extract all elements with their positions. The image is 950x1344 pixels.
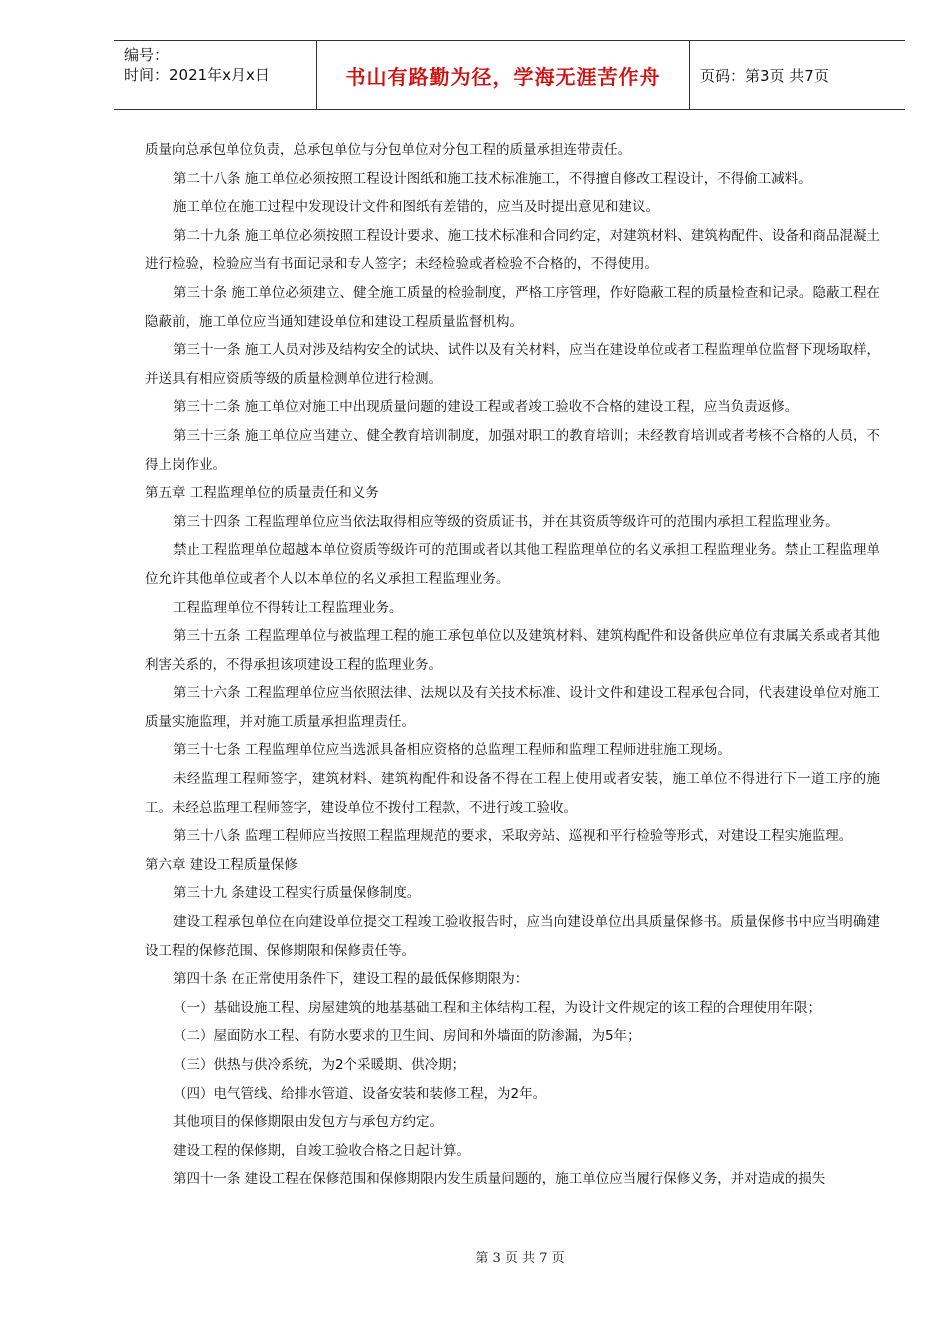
time-label: 时间：2021年x月x日	[124, 66, 270, 84]
header-meta	[114, 41, 316, 109]
paragraph: 建设工程的保修期，自竣工验收合格之日起计算。	[173, 1142, 470, 1159]
paragraph: 未经监理工程师签字，建筑材料、建筑构配件和设备不得在工程上使用或者安装，施工单位不得进行下一道工序的施工。未经总监理工程师签字，建设单位不拨付工程款，不进行竣工验收。	[145, 771, 880, 816]
list-item: （一）基础设施工程、房屋建筑的地基基础工程和主体结构工程，为设计文件规定的该工程的合理使用年限；	[173, 999, 821, 1016]
paragraph: 第三十七条 工程监理单位应当选派具备相应资格的总监理工程师和监理工程师进驻施工现场。	[173, 742, 731, 759]
page-footer: 第 3 页 共 7 页	[475, 1251, 565, 1266]
paragraph: 第三十条 施工单位必须建立、健全施工质量的检验制度，严格工序管理，作好隐蔽工程的质量检查和记录。隐蔽工程在隐蔽前，施工单位应当通知建设单位和建设工程质量监督机构。	[145, 284, 880, 330]
header-motto: 书山有路勤为径，学海无涯苦作舟	[316, 41, 690, 109]
paragraph: 质量向总承包单位负责，总承包单位与分包单位对分包工程的质量承担连带责任。	[145, 142, 631, 158]
paragraph: 施工单位在施工过程中发现设计文件和图纸有差错的，应当及时提出意见和建议。	[173, 199, 659, 216]
list-item: （三）供热与供冷系统，为2个采暖期、供冷期；	[173, 1057, 466, 1073]
paragraph: 第二十九条 施工单位必须按照工程设计要求、施工技术标准和合同约定，对建筑材料、建筑构配件、设备和商品混凝土进行检验，检验应当有书面记录和专人签字；未经检验或者检验不合格的，不得使用。	[145, 227, 880, 273]
paragraph: 其他项目的保修期限由发包方与承包方约定。	[173, 1114, 443, 1131]
paragraph: 第三十一条 施工人员对涉及结构安全的试块、试件以及有关材料，应当在建设单位或者工程监理单位监督下现场取样，并送具有相应资质等级的质量检测单位进行检测。	[145, 342, 880, 387]
paragraph: 第三十八条 监理工程师应当按照工程监理规范的要求，采取旁站、巡视和平行检验等形式，对建设工程实施监理。	[173, 828, 853, 845]
paragraph: 第二十八条 施工单位必须按照工程设计图纸和施工技术标准施工，不得擅自修改工程设计，不得偷工减料。	[173, 170, 812, 187]
paragraph: 建设工程承包单位在向建设单位提交工程竣工验收报告时，应当向建设单位出具质量保修书。质量保修书中应当明确建设工程的保修范围、保修期限和保修责任等。	[145, 914, 880, 959]
paragraph: 第三十二条 施工单位对施工中出现质量问题的建设工程或者竣工验收不合格的建设工程，应当负责返修。	[173, 399, 799, 416]
serial-label: 编号：	[124, 46, 170, 64]
document-body	[145, 136, 880, 1194]
paragraph: 第三十五条 工程监理单位与被监理工程的施工承包单位以及建筑材料、建筑构配件和设备供应单位有隶属关系或者其他利害关系的，不得承担该项建设工程的监理业务。	[145, 628, 880, 673]
chapter-heading: 第五章 工程监理单位的质量责任和义务	[145, 485, 379, 502]
list-item: （二）屋面防水工程、有防水要求的卫生间、房间和外墙面的防渗漏，为5年；	[173, 1028, 641, 1045]
paragraph: 第三十六条 工程监理单位应当依照法律、法规以及有关技术标准、设计文件和建设工程承包合同，代表建设单位对施工质量实施监理，并对施工质量承担监理责任。	[145, 685, 880, 730]
paragraph: 第三十四条 工程监理单位应当依法取得相应等级的资质证书，并在其资质等级许可的范围内承担工程监理业务。	[173, 513, 839, 530]
paragraph: 工程监理单位不得转让工程监理业务。	[173, 599, 403, 616]
paragraph: 第三十九 条建设工程实行质量保修制度。	[173, 885, 421, 902]
header-page-label: 页码：第3页 共7页	[700, 66, 829, 85]
chapter-heading: 第六章 建设工程质量保修	[145, 856, 298, 873]
paragraph: 禁止工程监理单位超越本单位资质等级许可的范围或者以其他工程监理单位的名义承担工程监理业务。禁止工程监理单位允许其他单位或者个人以本单位的名义承担工程监理业务。	[145, 542, 880, 587]
paragraph: 第四十一条 建设工程在保修范围和保修期限内发生质量问题的，施工单位应当履行保修义务，并对造成的损失	[173, 1171, 826, 1188]
list-item: （四）电气管线、给排水管道、设备安装和装修工程，为2年。	[173, 1085, 547, 1102]
paragraph: 第三十三条 施工单位应当建立、健全教育培训制度，加强对职工的教育培训；未经教育培训或者考核不合格的人员，不得上岗作业。	[145, 427, 880, 473]
paragraph: 第四十条 在正常使用条件下，建设工程的最低保修期限为：	[173, 971, 529, 988]
page-header	[114, 40, 905, 110]
